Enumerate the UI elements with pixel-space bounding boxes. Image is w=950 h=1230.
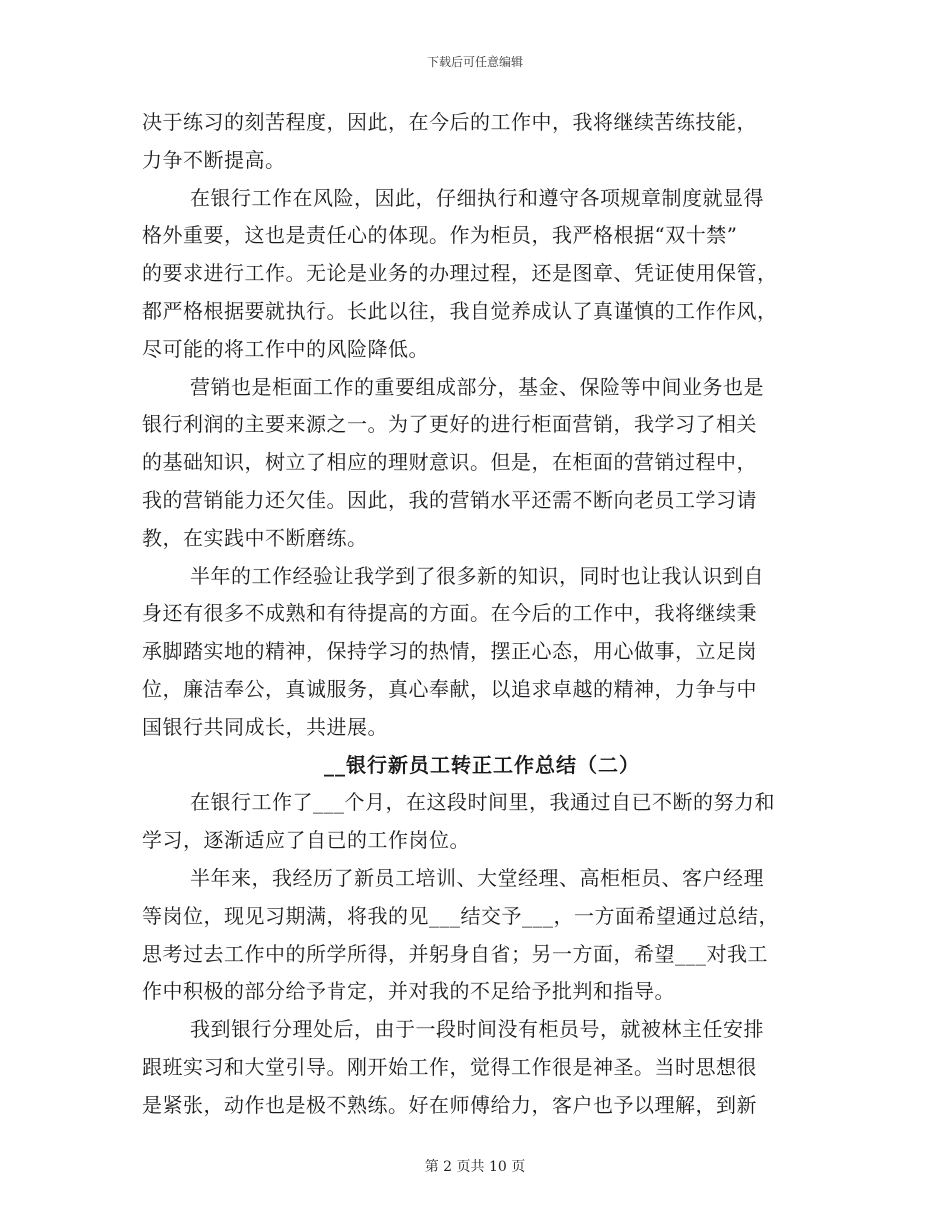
page-header: 下载后可任意编辑 (426, 55, 523, 69)
text-line: 国银行共同成长，共进展。 (142, 714, 388, 739)
text-line: 跟班实习和大堂引导。刚开始工作，觉得工作很是神圣。当时思想很 (142, 1054, 757, 1079)
text-line: 半年来，我经历了新员工培训、大堂经理、高柜柜员、客户经理 (190, 865, 764, 890)
text-line: 在银行工作了___个月，在这段时间里，我通过自已不断的努力和 (190, 790, 775, 815)
text-line: 思考过去工作中的所学所得，并躬身自省；另一方面，希望___对我工 (142, 941, 768, 966)
text-line: 尽可能的将工作中的风险降低。 (142, 336, 429, 361)
text-line: 力争不断提高。 (142, 147, 286, 172)
text-line: 的要求进行工作。无论是业务的办理过程，还是图章、凭证使用保管， (142, 261, 778, 286)
text-line: 格外重要，这也是责任心的体现。作为柜员，我严格根据“双十禁” (142, 223, 738, 248)
text-line: 决于练习的刻苦程度，因此，在今后的工作中，我将继续苦练技能， (142, 110, 757, 134)
text-line: 银行利润的主要来源之一。为了更好的进行柜面营销，我学习了相关 (142, 412, 757, 437)
document-body (142, 104, 802, 1125)
text-line: 都严格根据要就执行。长此以往，我自觉养成认了真谨慎的工作作风， (142, 298, 778, 323)
text-line: 位，廉洁奉公，真诚服务，真心奉献，以追求卓越的精神，力争与中 (142, 676, 757, 701)
text-line: 教，在实践中不断磨练。 (142, 525, 368, 550)
text-line: 半年的工作经验让我学到了很多新的知识，同时也让我认识到自 (190, 563, 764, 588)
section-title: __银行新员工转正工作总结（二） (324, 752, 640, 777)
text-line: 在银行工作在风险，因此，仔细执行和遵守各项规章制度就显得 (190, 185, 764, 210)
text-line: 学习，逐渐适应了自已的工作岗位。 (142, 828, 470, 853)
text-line: 作中积极的部分给予肯定，并对我的不足给予批判和指导。 (142, 979, 675, 1004)
text-line: 的基础知识，树立了相应的理财意识。但是，在柜面的营销过程中， (142, 450, 757, 475)
page-footer: 第 2 页共 10 页 (424, 1159, 526, 1175)
text-line: 身还有很多不成熟和有待提高的方面。在今后的工作中，我将继续秉 (142, 601, 757, 626)
text-line: 等岗位，现见习期满，将我的见___结交予___，一方面希望通过总结， (142, 903, 779, 928)
text-line: 是紧张，动作也是极不熟练。好在师傅给力，客户也予以理解，到新 (142, 1092, 757, 1117)
text-line: 我的营销能力还欠佳。因此，我的营销水平还需不断向老员工学习请 (142, 487, 757, 512)
text-line: 承脚踏实地的精神，保持学习的热情，摆正心态，用心做事，立足岗 (142, 639, 757, 664)
text-line: 营销也是柜面工作的重要组成部分，基金、保险等中间业务也是 (190, 374, 764, 399)
text-line: 我到银行分理处后，由于一段时间没有柜员号，就被林主任安排 (190, 1017, 764, 1042)
